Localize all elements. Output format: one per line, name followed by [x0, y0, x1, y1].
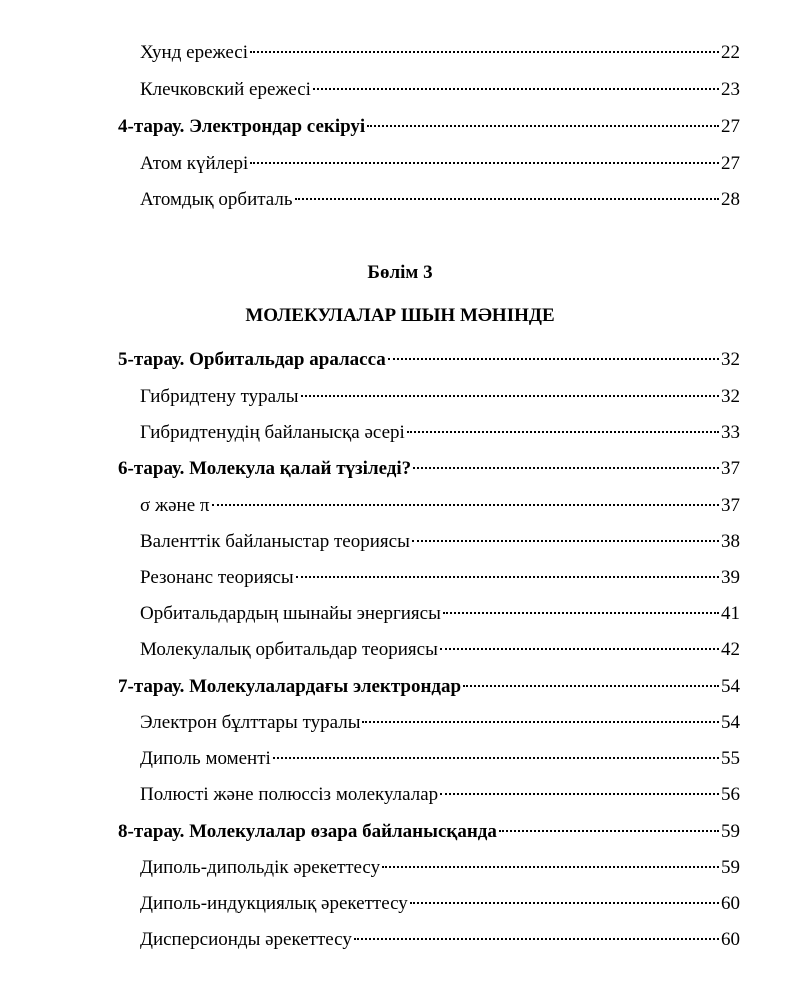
toc-entry-title: 4-тарау. Электрондар секіруі	[118, 116, 366, 137]
toc-entry-title: Атомдық орбиталь	[140, 189, 293, 210]
toc-dot-leader	[407, 431, 719, 433]
toc-entry-title: Диполь-индукциялық әрекеттесу	[140, 893, 408, 914]
toc-dot-leader	[388, 358, 719, 360]
toc-entry-page: 37	[721, 495, 740, 516]
toc-entry-page: 59	[721, 857, 740, 878]
toc-entry-atom-states[interactable]	[118, 152, 740, 176]
toc-entry-page: 38	[721, 531, 740, 552]
toc-dot-leader	[410, 902, 719, 904]
toc-entry-klechkovsky-rule[interactable]	[118, 78, 740, 102]
toc-dot-leader	[367, 125, 719, 127]
toc-entry[interactable]	[118, 421, 740, 445]
toc-entry-title: Диполь-дипольдік әрекеттесу	[140, 857, 381, 878]
toc-entry-page: 37	[721, 458, 740, 479]
toc-entry-title: Клечковский ережесі	[140, 79, 311, 100]
toc-entry-title: 7-тарау. Молекулалардағы электрондар	[118, 676, 462, 697]
toc-entry-title: 5-тарау. Орбитальдар араласса	[118, 349, 386, 370]
toc-entry-title: Гибридтену туралы	[140, 386, 299, 407]
toc-entry-page: 55	[721, 748, 740, 769]
toc-entry-title: Валенттік байланыстар теориясы	[140, 531, 410, 552]
toc-entry-title: 8-тарау. Молекулалар өзара байланысқанда	[118, 821, 497, 842]
toc-entry[interactable]	[118, 747, 740, 771]
toc-entry-title: Полюсті және полюссіз молекулалар	[140, 784, 439, 805]
toc-dot-leader	[250, 51, 719, 53]
toc-entry-hund-rule[interactable]	[118, 41, 740, 65]
toc-dot-leader	[354, 938, 719, 940]
toc-entry[interactable]	[118, 602, 740, 626]
toc-entry[interactable]	[118, 928, 740, 952]
toc-entry-page: 54	[721, 712, 740, 733]
toc-entry-title: σ және π	[140, 495, 210, 516]
toc-entry-title: Орбитальдардың шынайы энергиясы	[140, 603, 441, 624]
toc-entry[interactable]	[118, 494, 740, 518]
toc-entry-page: 28	[721, 189, 740, 210]
toc-dot-leader	[250, 162, 719, 164]
toc-chapter-7[interactable]	[118, 675, 740, 699]
section-label: Бөлім 3	[367, 262, 433, 283]
section-title: МОЛЕКУЛАЛАР ШЫН МӘНІНДЕ	[245, 305, 555, 326]
toc-dot-leader	[295, 198, 719, 200]
toc-dot-leader	[440, 793, 719, 795]
toc-entry-atomic-orbital[interactable]	[118, 188, 740, 212]
toc-entry[interactable]	[118, 856, 740, 880]
toc-dot-leader	[440, 648, 719, 650]
toc-entry-title: Молекулалық орбитальдар теориясы	[140, 639, 438, 660]
toc-entry-title: Дисперсионды әрекеттесу	[140, 929, 352, 950]
toc-dot-leader	[443, 612, 719, 614]
toc-entry-title: Электрон бұлттары туралы	[140, 712, 361, 733]
toc-dot-leader	[301, 395, 720, 397]
toc-entry[interactable]	[118, 385, 740, 409]
toc-entry[interactable]	[118, 892, 740, 916]
toc-entry-page: 42	[721, 639, 740, 660]
toc-entry[interactable]	[118, 530, 740, 554]
toc-entry-page: 39	[721, 567, 740, 588]
toc-entry-page: 27	[721, 116, 740, 137]
toc-dot-leader	[382, 866, 719, 868]
toc-chapter-4[interactable]	[118, 115, 740, 139]
toc-chapter-8[interactable]	[118, 820, 740, 844]
toc-dot-leader	[212, 504, 720, 506]
toc-entry-page: 54	[721, 676, 740, 697]
toc-chapter-5[interactable]	[118, 348, 740, 372]
toc-entry-title: Резонанс теориясы	[140, 567, 294, 588]
toc-entry-title: Атом күйлері	[140, 153, 249, 174]
toc-entry-title: 6-тарау. Молекула қалай түзіледі?	[118, 458, 412, 479]
toc-dot-leader	[273, 757, 719, 759]
toc-entry-page: 59	[721, 821, 740, 842]
toc-entry-page: 23	[721, 79, 740, 100]
toc-dot-leader	[412, 540, 719, 542]
toc-entry-page: 60	[721, 929, 740, 950]
toc-entry[interactable]	[118, 783, 740, 807]
toc-dot-leader	[313, 88, 719, 90]
toc-dot-leader	[499, 830, 719, 832]
toc-entry[interactable]	[118, 638, 740, 662]
toc-dot-leader	[413, 467, 719, 469]
toc-entry-page: 27	[721, 153, 740, 174]
toc-entry-page: 22	[721, 42, 740, 63]
toc-entry-page: 32	[721, 349, 740, 370]
toc-dot-leader	[463, 685, 719, 687]
toc-entry-page: 33	[721, 422, 740, 443]
toc-entry-title: Гибридтенудің байланысқа әсері	[140, 422, 405, 443]
toc-entry-title: Хунд ережесі	[140, 42, 248, 63]
toc-entry-page: 32	[721, 386, 740, 407]
toc-entry-title: Диполь моменті	[140, 748, 271, 769]
toc-entry-page: 60	[721, 893, 740, 914]
toc-dot-leader	[296, 576, 719, 578]
toc-entry[interactable]	[118, 566, 740, 590]
toc-entry-page: 56	[721, 784, 740, 805]
toc-entry[interactable]	[118, 711, 740, 735]
toc-chapter-6[interactable]	[118, 457, 740, 481]
toc-entry-page: 41	[721, 603, 740, 624]
toc-dot-leader	[362, 721, 719, 723]
